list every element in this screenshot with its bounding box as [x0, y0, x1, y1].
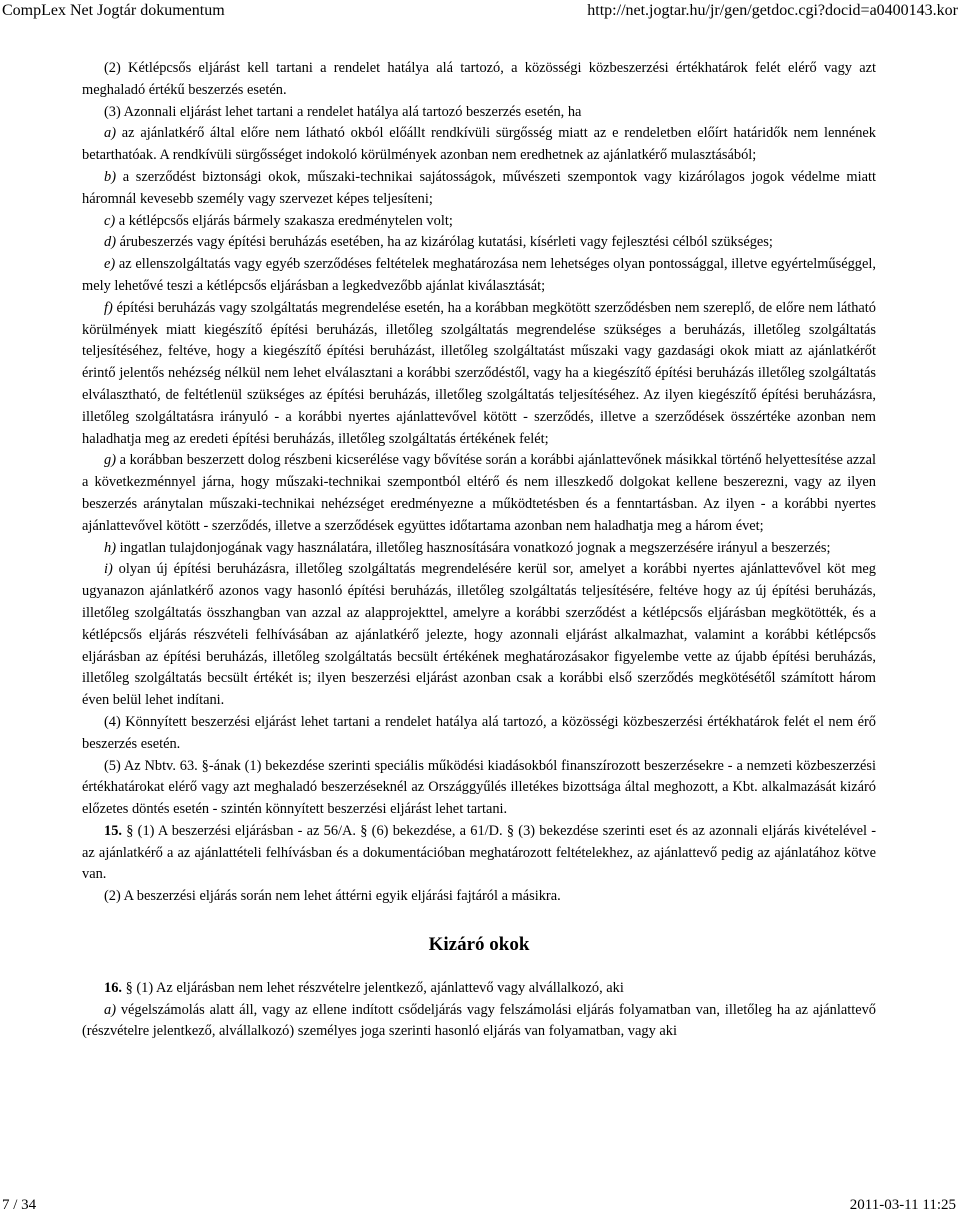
item-text: építési beruházás vagy szolgáltatás megrendelése esetén, ha a korábban megkötött szerződésben nem szereplő, de előre nem látható körülmények miatt kiegészítő építési beruházás, illetőleg szolgáltatás megrendelése szükséges a beruházás, illetőleg szolgáltatás teljesítéséhez, feltéve, hogy a kiegészítő építési beruházást, illetőleg szolgáltatást műszaki vagy gazdasági okok miatt az ajánlatkérőt érintő jelentős nehézség nélkül nem lehet elválasztani a korábbi szerződéstől, vagy ha a kiegészítő építési beruházás illetőleg szolgáltatás elválasztható, de feltétlenül szükséges az építési beruházás, illetőleg szolgáltatás teljesítéséhez. Az ilyen kiegészítő építési beruházásra, illetőleg szolgáltatásra irányuló - a korábbi nyertes ajánlattevővel kötött - szerződés, illetve a szerződések összértéke azonban nem haladhatja meg az eredeti építési beruházás, illetőleg szolgáltatás értékének felét;: [82, 299, 876, 447]
paragraph: [82, 978, 876, 1000]
item-label: h): [104, 539, 116, 556]
item-text: ingatlan tulajdonjogának vagy használatára, illetőleg hasznosítására vonatkozó jognak a megszerzésére irányul a beszerzés;: [116, 539, 831, 556]
item-label: a): [104, 1001, 116, 1018]
item-text: a korábban beszerzett dolog részbeni kicserélése vagy bővítése során a korábbi ajánlattevőnek másikkal történő helyettesítése azzal a következménnyel járna, hogy műszaki-technikai szempontból eltérő és nem illeszkedő dolgokat kellene beszerezni, vagy az ilyen beszerzés aránytalan műszaki-technikai nehézséget eredményezne a működtetésben és a fenntartásban. Az ilyen - a korábbi nyertes ajánlattevővel kötött - szerződés, illetve a szerződések együttes időtartama azonban nem haladhatja meg a három évet;: [82, 452, 876, 534]
paragraph: [82, 167, 876, 211]
paragraph: (2) Kétlépcsős eljárást kell tartani a rendelet hatálya alá tartozó, a közösségi közbeszerzési értékhatárok felét elérő vagy azt meghaladó értékű beszerzés esetén.: [82, 60, 876, 98]
section-number: 15.: [104, 822, 122, 839]
item-text: az ajánlatkérő által előre nem látható okból előállt rendkívüli sürgősség miatt az e rendeletben előírt határidők nem lennének betarthatóak. A rendkívüli sürgősséget indokoló körülmények azonban nem eredhetnek az ajánlatkérő mulasztásából;: [82, 125, 876, 164]
page-footer: [0, 1196, 960, 1215]
item-text: a kétlépcsős eljárás bármely szakasza eredménytelen volt;: [115, 212, 453, 229]
item-text: olyan új építési beruházásra, illetőleg szolgáltatás megrendelésére kerül sor, amelyet a korábbi nyertes ajánlattevővel köt meg ugyanazon ajánlatkérő azonos vagy hasonló építési beruházás, illetőleg szolgáltatás teljesítésére, feltéve hogy az új építési beruházás, illetőleg szolgáltatás összhangban van azzal az alapprojekttel, amelyre a korábbi szerződést a kétlépcsős eljárásban megkötötték, és a kétlépcsős eljárás részvételi felhívásában az ajánlatkérő jelezte, hogy azonnali eljárást alkalmazhat, valamint a korábbi kétlépcsős eljárásban az építési beruházás, illetőleg szolgáltatás becsült értékének meghatározásakor figyelembe vette az újabb építési beruházás, illetőleg szolgáltatás becsült értékét is; ilyen beszerzési eljárást azonban csak a korábbi első szerződés megkötésétől számított három éven belül lehet indítani.: [82, 561, 876, 709]
item-label: g): [104, 452, 116, 469]
item-text: végelszámolás alatt áll, vagy az ellene indított csődeljárás vagy felszámolási eljárás folyamatban van, illetőleg ha az ajánlattevő (részvételre jelentkező, alvállalkozó) személyes joga szerinti hasonló eljárás van folyamatban, vagy aki: [82, 1001, 876, 1040]
item-label: i): [104, 561, 113, 578]
paragraph: [82, 821, 876, 886]
document-url[interactable]: http://net.jogtar.hu/jr/gen/getdoc.cgi?docid=a0400143.kor: [587, 2, 958, 19]
paragraph: [82, 298, 876, 451]
item-label: d): [104, 234, 116, 251]
item-text: az ellenszolgáltatás vagy egyéb szerződéses feltételek meghatározása nem lehetséges olyan pontossággal, illetve egyértelműséggel, mely lehetővé teszi a kétlépcsős eljárásban a legkedvezőbb ajánlat kiválasztását;: [82, 256, 876, 294]
item-text: a szerződést biztonsági okok, műszaki-technikai sajátosságok, művészeti szempontok vagy kizárólagos jogok védelme miatt háromnál kevesebb személy vagy szervezet képes teljesíteni;: [82, 168, 876, 207]
document-body: [82, 58, 876, 1043]
document-title: CompLex Net Jogtár dokumentum: [2, 2, 225, 19]
item-label: e): [104, 256, 116, 273]
paragraph: (3) Azonnali eljárást lehet tartani a rendelet hatálya alá tartozó beszerzés esetén, ha: [104, 103, 582, 120]
page-number: 7 / 34: [2, 1197, 37, 1213]
item-label: f): [104, 299, 113, 316]
paragraph: [82, 538, 876, 560]
item-label: c): [104, 212, 116, 229]
section-heading: Kizáró okok: [428, 934, 530, 956]
item-label: a): [104, 125, 116, 142]
paragraph: [82, 123, 876, 167]
item-label: b): [104, 168, 116, 185]
page-header: [0, 0, 960, 22]
paragraph: (4) Könnyített beszerzési eljárást lehet tartani a rendelet hatálya alá tartozó, a közösségi közbeszerzési értékhatárok felét el nem érő beszerzés esetén.: [82, 713, 876, 752]
paragraph: (2) A beszerzési eljárás során nem lehet áttérni egyik eljárási fajtáról a másikra.: [104, 888, 561, 905]
paragraph: [82, 559, 876, 712]
paragraph: [82, 211, 876, 233]
section-text: § (1) A beszerzési eljárásban - az 56/A. § (6) bekezdése, a 61/D. § (3) bekezdése szerinti eset és az azonnali eljárás kivételével - az ajánlatkérő a az ajánlattételi felhívásban és a dokumentációban meghatározott feltételekhez, az ajánlattevő pedig az ajánlatához kötve van.: [82, 822, 876, 883]
paragraph: [82, 1000, 876, 1044]
paragraph: [82, 254, 876, 298]
section-number: 16.: [104, 979, 122, 996]
paragraph: [82, 450, 876, 537]
section-text: § (1) Az eljárásban nem lehet részvételre jelentkező, ajánlattevő vagy alvállalkozó, aki: [122, 979, 624, 996]
item-text: árubeszerzés vagy építési beruházás esetében, ha az kizárólag kutatási, kísérleti vagy fejlesztési célból szükséges;: [116, 234, 773, 251]
paragraph: [82, 232, 876, 254]
print-timestamp: 2011-03-11 11:25: [849, 1197, 956, 1213]
paragraph: (5) Az Nbtv. 63. §-ának (1) bekezdése szerinti speciális működési kiadásokból finanszírozott beszerzésekre - a nemzeti közbeszerzési értékhatárokat elérő vagy azt meghaladó beszerzéseknél az Országgyűlés illetékes bizottsága által meghozott, a Kbt. alkalmazását kizáró előzetes döntés esetén - szintén könnyített beszerzési eljárást lehet tartani.: [82, 757, 876, 818]
